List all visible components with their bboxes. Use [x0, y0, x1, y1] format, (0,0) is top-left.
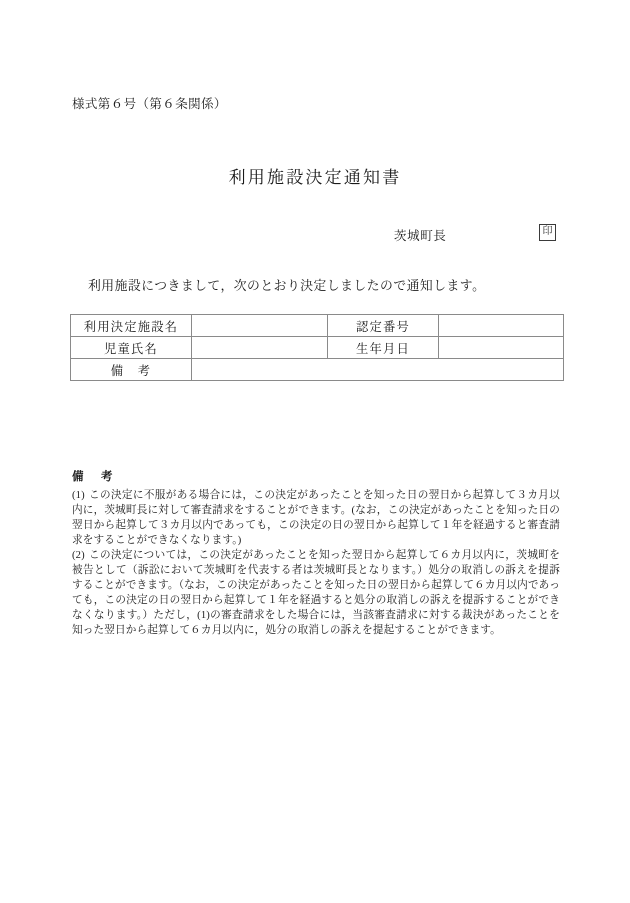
note-item [72, 488, 560, 548]
seal-stamp-icon: 印 [539, 224, 556, 241]
issuer-row [394, 226, 562, 246]
birthdate-label: 生年月日 [328, 337, 439, 359]
intro-sentence: 利用施設につきまして，次のとおり決定しましたので通知します。 [88, 279, 486, 293]
certification-number-value[interactable] [439, 315, 564, 337]
page-title: 利用施設決定通知書 [228, 168, 402, 187]
notes-heading: 備 考 [72, 471, 116, 483]
note-marker: (1) [72, 490, 85, 501]
table-row [71, 337, 564, 359]
note-item [72, 548, 560, 638]
table-row [71, 359, 564, 381]
notes-section [72, 468, 560, 638]
remarks-value[interactable] [192, 359, 564, 381]
form-number: 様式第６号（第６条関係） [72, 97, 227, 111]
child-name-value[interactable] [192, 337, 328, 359]
note-marker: (2) [72, 550, 85, 562]
note-text: この決定については，この決定があったことを知った翌日から起算して６カ月以内に，茨城町を被告として（訴訟において茨城町を代表する者は茨城町長となります。）処分の取消しの訴えを提訴することができます。（なお，この決定があったことを知った日の翌日から起算して６カ月以内であっても，この決定の日の翌日から起算して１年を経過すると処分の取消しの訴えを提訴することができなくなります。）ただし，(1)の審査請求をした場合には，当該審査請求に対する裁決があったことを知った翌日から起算して６カ月以内に，処分の取消しの訴えを提起することができます。 [72, 550, 560, 637]
decision-details-table [70, 314, 564, 381]
certification-number-label: 認定番号 [328, 315, 439, 337]
issuer-name: 茨城町長 [394, 229, 447, 243]
facility-name-value[interactable] [192, 315, 328, 337]
facility-name-label: 利用決定施設名 [71, 315, 192, 337]
child-name-label: 児童氏名 [71, 337, 192, 359]
remarks-label: 備 考 [71, 359, 192, 381]
note-text: この決定に不服がある場合には，この決定があったことを知った日の翌日から起算して３カ月以内に，茨城町長に対して審査請求をすることができます。(なお，この決定があったことを知った日の翌日から起算して３カ月以内であっても，この決定の日の翌日から起算して１年を経過すると審査請求をすることができなくなります。) [72, 490, 560, 547]
table-row [71, 315, 564, 337]
birthdate-value[interactable] [439, 337, 564, 359]
